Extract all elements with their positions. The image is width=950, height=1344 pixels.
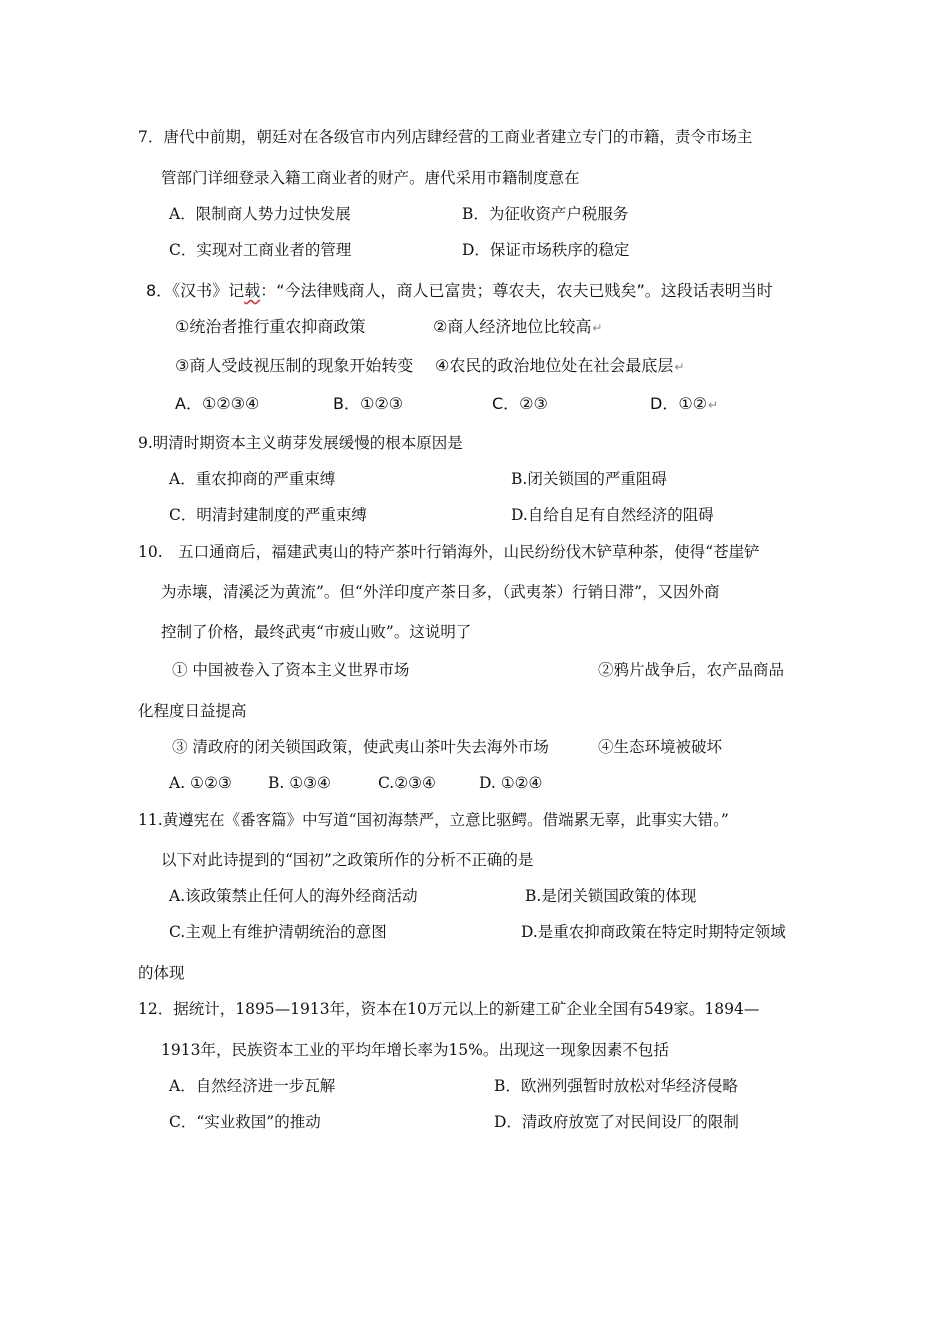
q10-option-a: A. ①②③ [169,774,232,792]
return-mark-icon: ↵ [674,360,685,374]
q12-option-a: A．自然经济进一步瓦解 [169,1077,336,1095]
q10-stem-line1: 10. 五口通商后，福建武夷山的特产茶叶行销海外，山民纷纷伐木铲草种茶，使得“苍崖铲 [138,543,760,561]
q9-option-a: A．重农抑商的严重束缚 [169,470,336,488]
return-mark-icon: ↵ [708,398,719,412]
q7-stem-line2: 管部门详细登录入籍工商业者的财产。唐代采用市籍制度意在 [161,169,580,187]
q9-stem: 9.明清时期资本主义萌芽发展缓慢的根本原因是 [138,434,463,452]
q10-stem-line3: 控制了价格，最终武夷“市疲山败”。这说明了 [161,623,472,641]
q10-stem-line2: 为赤壤，清溪泛为黄流”。但“外洋印度产茶日多，（武夷茶）行销日滞”，又因外商 [161,583,720,601]
q11-option-c: C.主观上有维护清朝统治的意图 [169,923,387,941]
q8-option-a: A．①②③④ [175,394,260,413]
q10-item-2: ②鸦片战争后，农产品商品 [598,661,785,679]
q7-option-d: D．保证市场秩序的稳定 [462,241,630,259]
q12-option-b: B．欧洲列强暂时放松对华经济侵略 [494,1077,738,1095]
q8-stem-wavy-char: 载 [244,281,261,300]
q11-stem-line1: 11.黄遵宪在《番客篇》中写道“国初海禁严，立意比驱鳄。借端累无辜，此事实大错。” [138,811,729,829]
q7-option-c: C．实现对工商业者的管理 [169,241,352,259]
q10-item-4: ④生态环境被破坏 [598,738,723,756]
q8-item-2-text: ②商人经济地位比较高 [433,317,592,336]
q10-item-2-continued: 化程度日益提高 [138,702,247,720]
q12-option-c: C．“实业救国”的推动 [169,1113,321,1131]
q8-option-c: C．②③ [492,394,548,413]
q8-stem-post: ：“今法律贱商人，商人已富贵；尊农夫，农夫已贱矣”。这段话表明当时 [260,281,773,300]
q12-stem-line2: 1913年，民族资本工业的平均年增长率为15%。出现这一现象因素不包括 [161,1041,669,1059]
q8-item-2 [433,317,602,338]
q7-stem-line1: 7．唐代中前期，朝廷对在各级官市内列店肆经营的工商业者建立专门的市籍，责令市场主 [138,128,753,146]
q11-option-d-continued: 的体现 [138,964,185,982]
q10-item-1: ① 中国被卷入了资本主义世界市场 [172,661,410,679]
q8-item-4-text: ④农民的政治地位处在社会最底层 [435,356,674,375]
q11-option-a: A.该政策禁止任何人的海外经商活动 [169,887,418,905]
q8-option-b: B．①②③ [333,394,404,413]
q8-stem [146,281,773,301]
q8-stem-pre: 8．《汉书》记 [146,281,245,300]
q10-option-b: B. ①③④ [268,774,331,792]
return-mark-icon: ↵ [592,321,603,335]
q10-item-3: ③ 清政府的闭关锁国政策，使武夷山茶叶失去海外市场 [172,738,549,756]
q9-option-d: D.自给自足有自然经济的阻碍 [511,506,714,524]
q11-option-d: D.是重农抑商政策在特定时期特定领域 [521,923,786,941]
q8-option-d-text: D．①② [650,394,708,413]
q9-option-c: C．明清封建制度的严重束缚 [169,506,367,524]
q11-stem-line2: 以下对此诗提到的“国初”之政策所作的分析不正确的是 [161,851,534,869]
q7-option-b: B．为征收资产户税服务 [462,205,629,223]
q10-option-d: D. ①②④ [479,774,543,792]
q8-item-1: ①统治者推行重农抑商政策 [175,317,366,336]
q8-option-d [650,394,718,415]
q8-item-4 [435,356,684,377]
q12-stem-line1: 12．据统计，1895—1913年，资本在10万元以上的新建工矿企业全国有549家。1894— [138,1000,760,1018]
q8-item-3: ③商人受歧视压制的现象开始转变 [175,356,414,375]
q10-option-c: C.②③④ [378,774,436,792]
q9-option-b: B.闭关锁国的严重阻碍 [511,470,667,488]
q12-option-d: D．清政府放宽了对民间设厂的限制 [494,1113,739,1131]
q7-option-a: A．限制商人势力过快发展 [169,205,351,223]
q11-option-b: B.是闭关锁国政策的体现 [525,887,697,905]
